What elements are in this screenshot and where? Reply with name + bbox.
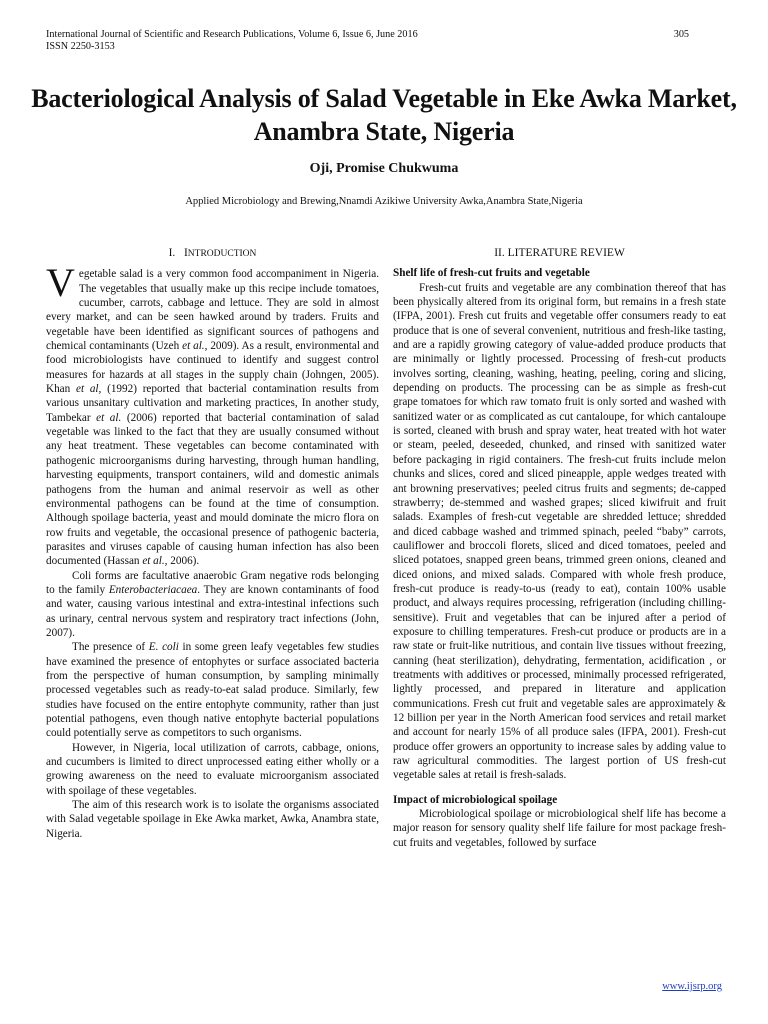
- intro-paragraph-5: The aim of this research work is to isolate the organisms associated with Salad vegetable spoilage in Eke Awka market, Awka, Anambra state, Nigeria.: [46, 799, 379, 840]
- section-heading-rest: NTRODUCTION: [187, 249, 257, 259]
- lit-paragraph-1: Fresh-cut fruits and vegetable are any combination thereof that has been physically altered from its original form, but remains in a fresh state (IFPA, 2001). Fresh cut fruits and vegetable offer consumers ready to eat produce that is one of several convenient, nutritious and fresh-like tasting, and are a rapidly growing category of value-added produce products that are minimally or lightly processed. Processing of fresh-cut products involves sorting, cleaning, washing, heating, peeling, coring and slicing, depending on products. The processing can be as simple as fresh-cut grape tomatoes for which raw tomato fruit is only sorted and washed with sanitized water or as complicated as cut cantaloupe, for which cantaloupe is sorted, cleaned with brush and spray water, heat treated with hot water or steam, peeled, deseeded, chunked, and rinsed with sanitized water before packaging in rigid containers. The fresh-cut fruits include melon chunks and slices, cored and sliced pineapple, apple wedges treated with ant browning preservatives; peeled citrus fruits and segments; de-capped strawberry; de-stemmed and washed grapes; sliced kiwifruit and fruit salads. Examples of fresh-cut vegetable are shredded lettuce; shredded and diced cabbage washed and trimmed spinach, peeled “baby” carrots, cauliflower and broccoli florets, sliced and diced tomatoes, peeled and sliced potatoes, snapped green beans, trimmed green onions, cleaned and diced onions, and mixed salads. Compared with whole fresh produce, fresh-cut produce is ready-to-us (ready to eat), contain 100% usable product, and always requires processing, refrigeration (including chilling-sensitive). Fruit and vegetables that can be injured after a period of exposure to chilling temperatures. Fresh-cut produce or products are in a raw state or fruit-like nutritious, and contain live tissues without freezing, canning (heat sterilization), dehydrating, fermentation, acidification , or treatments with additives or processed, minimally processed refrigerated, lightly processed, and prepared in literature and application communications. Fresh cut fruit and vegetable sales are approximately & 12 billion per year in the North American food services and retail market and account for nearly 15% of all produce sales (IFPA, 2001). Fresh-cut produce offer growers an opportunity to increase sales by adding value to raw agricultural commodities. The largest portion of US fresh-cut vegetable sales at retail is fresh-salads.: [393, 281, 726, 782]
- page-number: 305: [673, 29, 689, 40]
- intro-paragraph-1: Vegetable salad is a very common food accompaniment in Nigeria. The vegetables that usually make up this recipe include tomatoes, cucumber, carrots, cabbage and lettuce. They are sold in almost every market, and can be seen hawked around by traders. Fruits and vegetable have been identified as significant sources of pathogens and chemical contaminants (Uzeh et al., 2009). As a result, environmental and food microbiologists have continued to identify and suggest control measures for hazards at all stages in the supply chain (Johngen, 2005). Khan et al, (1992) reported that bacterial contamination results from various unsanitary cultivation and marketing practices, In another study, Tambekar et al. (2006) reported that bacterial contamination of salad vegetable was linked to the fact that they are usually consumed without any heat treatment. These vegetables can become contaminated with pathogenic microorganisms during harvesting, through human handling, harvesting equipments, transport containers, wild and domestic animals pathogens from the human and animal reservoir as well as other environmental pathogens can be found at the time of consumption. Although spoilage bacteria, yeast and mould dominate the micro flora on row fruits and vegetable, the occasional presence of pathogenic bacteria, parasites and viruses capable of causing human infection has also been documented (Hassan et al., 2006).: [46, 260, 380, 568]
- paper-title: Bacteriological Analysis of Salad Vegetable in Eke Awka Market, Anambra State, Nigeria: [31, 84, 737, 146]
- subheading-shelf-life: Shelf life of fresh-cut fruits and vegetable: [393, 267, 590, 280]
- intro-paragraph-2: Coli forms are facultative anaerobic Gram negative rods belonging to the family Enterobacteriacaea. They are known contaminants of food and water, causing various intestinal and extra-intestinal infections such as urinary, central nervous system and respiratory tract infections (John, 2007).: [46, 569, 379, 639]
- left-column: [46, 246, 379, 841]
- drop-cap: V: [46, 260, 75, 306]
- section-heading-initial: I: [183, 247, 188, 259]
- intro-paragraph-3: The presence of E. coli in some green leafy vegetables few studies have examined the presence of entophytes or surface associated bacteria from the perspective of human consumption, by sampling minimally processed vegetables such as ready-to-eat salad produce. Similarly, few studies have focused on the entire entophyte community, rather than just potential pathogens, even though native entophyte bacterial populations could potentially serve as competitors to such organisms.: [46, 641, 379, 740]
- subheading-microbiological-spoilage: Impact of microbiological spoilage: [393, 793, 558, 806]
- section-heading-introduction: [46, 246, 379, 261]
- author-name: Oji, Promise Chukwuma: [309, 161, 459, 176]
- lit-paragraph-2: Microbiological spoilage or microbiological shelf life has become a major reason for sensory quality shelf life failure for most package fresh-cut fruits and vegetables, followed by surface: [393, 808, 726, 849]
- right-column: [393, 246, 726, 850]
- journal-citation: International Journal of Scientific and Research Publications, Volume 6, Issue 6, June 2016: [46, 29, 418, 40]
- intro-paragraph-4: However, in Nigeria, local utilization of carrots, cabbage, onions, and cucumbers is limited to direct unprocessed eating either wholly or a growing awareness on the need to evaluate microorganism associated with spoilage of these vegetables.: [46, 741, 379, 797]
- section-numeral: I.: [168, 247, 176, 259]
- author-affiliation: Applied Microbiology and Brewing,Nnamdi Azikiwe University Awka,Anambra State,Nigeria: [185, 196, 583, 207]
- journal-website-link[interactable]: www.ijsrp.org: [662, 981, 722, 992]
- running-header: [46, 29, 418, 53]
- section-heading-literature-review: II. LITERATURE REVIEW: [494, 247, 625, 259]
- issn: ISSN 2250-3153: [46, 41, 115, 52]
